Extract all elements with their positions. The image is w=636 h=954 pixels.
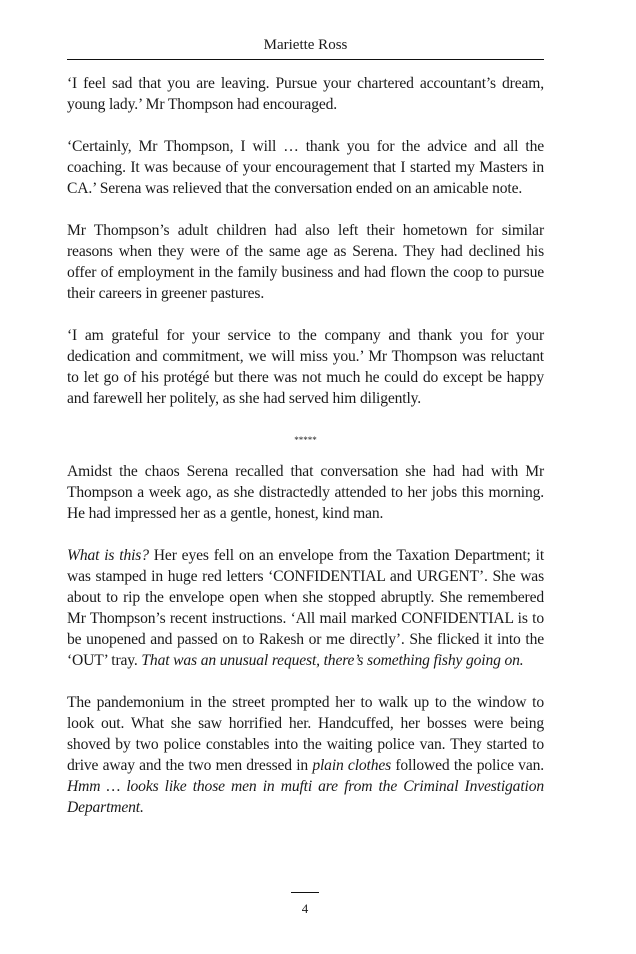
paragraph xyxy=(67,325,544,409)
text-run: followed the police van. xyxy=(391,757,544,774)
italic-text: What is this? xyxy=(67,547,149,564)
paragraph xyxy=(67,220,544,304)
italic-text: That was an unusual request, there’s something fishy going on. xyxy=(141,652,524,669)
paragraph xyxy=(67,545,544,671)
paragraph xyxy=(67,692,544,818)
paragraph xyxy=(67,136,544,199)
italic-text: plain clothes xyxy=(312,757,392,774)
paragraph xyxy=(67,461,544,524)
text-run: Mr Thompson’s adult children had also left their hometown for similar reasons when they were of the same age as Serena. They had declined his offer of employment in the family business and had flown the coop to pursue their careers in greener pastures. xyxy=(67,222,544,302)
text-run: Her eyes fell on an envelope from the Taxation Department; it was stamped in huge red letters ‘CONFIDENTIAL and URGENT’. She was about to rip the envelope open when she stopped abruptly. She remembered Mr Thompson’s recent instructions. ‘All mail marked CONFIDENTIAL is to be unopened and passed on to Rakesh or me directly’. She flicked it into the ‘OUT’ tray. xyxy=(67,547,544,669)
text-run: ‘Certainly, Mr Thompson, I will … thank you for the advice and all the coaching. It was because of your encouragement that I started my Masters in CA.’ Serena was relieved that the conversation ended on an amicable note. xyxy=(67,138,544,197)
header-rule xyxy=(67,59,544,60)
text-run: Amidst the chaos Serena recalled that conversation she had had with Mr Thompson a week ago, as she distractedly attended to her jobs this morning. He had impressed her as a gentle, honest, kind man. xyxy=(67,463,544,522)
text-run: ‘I feel sad that you are leaving. Pursue your chartered accountant’s dream, young lady.’ Mr Thompson had encouraged. xyxy=(67,75,544,113)
page-body xyxy=(67,73,544,839)
italic-text: Hmm … looks like those men in mufti are from the Criminal Investigation Department. xyxy=(67,778,544,816)
footer-rule xyxy=(291,892,319,893)
paragraph xyxy=(67,73,544,115)
page-number: 4 xyxy=(301,901,309,916)
text-run: The pandemonium in the street prompted her to walk up to the window to look out. What she saw horrified her. Handcuffed, her bosses were being shoved by two police constables into the waiting police van. They started to drive away and the two men dressed in xyxy=(67,694,544,774)
section-separator: ***** xyxy=(294,435,317,445)
running-header: Mariette Ross xyxy=(263,37,348,53)
text-run: ‘I am grateful for your service to the company and thank you for your dedication and commitment, we will miss you.’ Mr Thompson was reluctant to let go of his protégé but there was not much he could do except be happy and farewell her politely, as she had served him diligently. xyxy=(67,327,544,407)
